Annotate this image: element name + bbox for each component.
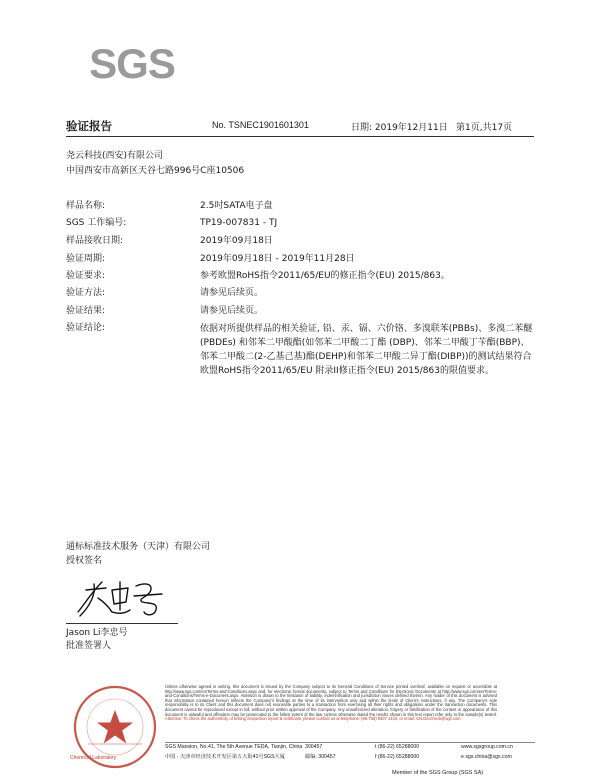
disclaimer-text (165, 685, 497, 722)
signatory-company: 通标标准技术服务（天津）有限公司 (66, 542, 211, 552)
field-key: 样品接收日期: (66, 236, 124, 246)
address-en: SGS Mansion, No.41, The 5th Avenue TEDA, Tianjin, China (165, 744, 303, 750)
field-value: 2019年09月18日 - 2019年11月28日 (200, 254, 355, 264)
field-value: TP19-007831 - TJ (200, 218, 278, 228)
signer-name: Jason Li李忠号 (66, 628, 128, 638)
telephone: t (86-22) 65288000 (375, 744, 420, 750)
report-title: 验证报告 (66, 119, 112, 133)
field-value: 2019年09月18日 (200, 236, 273, 246)
signer-block (66, 627, 127, 653)
handwritten-signature (72, 572, 182, 620)
field-key: 样品名称: (66, 201, 106, 211)
page-number: 第1页,共17页 (456, 123, 513, 133)
client-address: 中国西安市高新区天谷七路996号C座10506 (66, 166, 245, 176)
field-key: 验证要求: (66, 271, 106, 281)
report-number: No. TSNEC1901601301 (212, 120, 309, 130)
header-divider (66, 136, 534, 137)
logo-text: SGS (89, 40, 175, 87)
postcode-cn: 邮编: 300457 (305, 754, 336, 760)
website-link[interactable]: www.sgsgroup.com.cn (461, 744, 513, 750)
signer-title: 批准签署人 (66, 641, 112, 651)
postcode-en: 300457 (305, 744, 323, 750)
field-value: 请参见后续页。 (200, 306, 264, 316)
field-value: 参考欧盟RoHS指令2011/65/EU的修正指令(EU) 2015/863。 (200, 271, 450, 281)
authenticity-notice: Attention: To check the authenticity of testing /inspection report & certificate, please contact us at telephone: (86-755) 8307 1443, or email: CN.Doccheck@sgs.com (165, 716, 461, 722)
field-value: 2.5吋SATA电子盘 (200, 201, 273, 211)
footer-divider (165, 742, 535, 743)
sgs-group-membership: Member of the SGS Group (SGS SA) (392, 770, 484, 776)
client-block (66, 149, 244, 179)
report-date: 日期: 2019年12月11日 (351, 123, 448, 133)
disclaimer-body: Unless otherwise agreed in writing, this document is issued by the Company subject to its General Conditions of Service printed overleaf, available on request or accessible at http://www.sgs.com/en/Terms-and-Conditions.aspx and, for electronic format documents, subject to Terms and Conditions for Electronic Documents at http://www.sgs.com/en/Terms-and-Conditions/Terms-e-Document.aspx. Attention is drawn to the limitation of liability, indemnification and jurisdiction issues defined therein. Any holder of this document is advised that information contained hereon reflects the Company's findings at the time of its intervention only and within the limits of Client's instructions, if any. The Company's sole responsibility is to its Client and this document does not exonerate parties to a transaction from exercising all their rights and obligations under the transaction documents. This document cannot be reproduced except in full, without prior written approval of the Company. Any unauthorized alteration, forgery or falsification of the content or appearance of this document is unlawful and offenders may be prosecuted to the fullest extent of the law. Unless otherwise stated the results shown in this test report refer only to the sample(s) tested. (165, 684, 497, 717)
field-key: 验证周期: (66, 254, 106, 264)
field-key: 验证结果: (66, 306, 106, 316)
signature-line (66, 623, 178, 624)
address-line-cn (165, 754, 545, 762)
signatory-role: 授权签名 (66, 556, 103, 566)
conclusion-text: 依据对所提供样品的相关验证, 铅、汞、镉、六价铬、多溴联苯(PBBs)、多溴二苯醚(PBDEs) 和邻苯二甲酸酯(如邻苯二甲酸二丁酯 (DBP)、邻苯二甲酸丁苄酯(BBP)、邻苯二甲酸二(2-乙基己基)酯(DEHP)和邻苯二甲酸二异丁酯(DIBP))的测试结果符合欧盟RoHS指令2011/65/EU 附录II修正指令(EU) 2015/863的限值要求。 (200, 324, 533, 376)
fax: f (86-22) 65288000 (375, 754, 420, 760)
conclusion-key: 验证结论: (66, 323, 106, 333)
client-name: 尧云科技(西安)有限公司 (66, 151, 164, 161)
field-key: 验证方法: (66, 288, 106, 298)
address-line-en (165, 744, 545, 752)
email-link[interactable]: e sgs.china@sgs.com (461, 754, 512, 760)
lab-label: Chemical Laboratory (70, 755, 117, 761)
sgs-logo (89, 38, 175, 90)
signatory-company-block (66, 540, 210, 568)
field-key: SGS 工作编号: (66, 218, 127, 228)
address-cn: 中国 · 天津市经济技术开发区第五大街41号SGS大厦 (165, 754, 285, 760)
field-value: 请参见后续页。 (200, 288, 264, 298)
